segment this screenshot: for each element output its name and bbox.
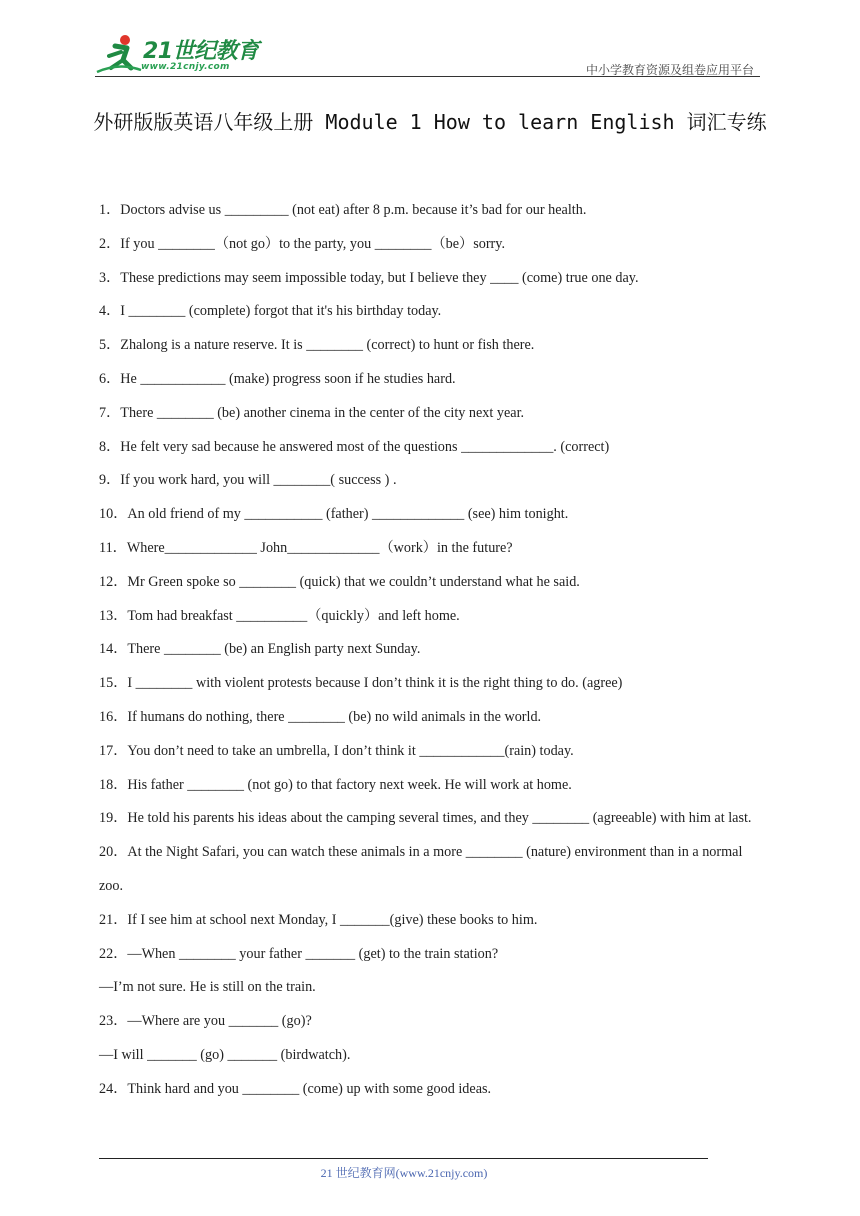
logo-text: 21世纪教育 [143,39,259,64]
question-item: 20．At the Night Safari, you can watch these animals in a more ________ (nature) environment than in a normal zoo. [99,844,743,894]
header-divider [95,76,760,77]
question-item: 8．He felt very sad because he answered most of the questions _____________. (correct) [99,438,610,455]
logo [95,32,270,76]
question-item: 10．An old friend of my ___________ (father) _____________ (see) him tonight. [99,506,569,523]
question-item: 16．If humans do nothing, there ________ (be) no wild animals in the world. [99,708,542,725]
question-item: —I will _______ (go) _______ (birdwatch). [99,1046,351,1063]
question-item: 19．He told his parents his ideas about the camping several times, and they ________ (agreeable) with him at last. [99,810,752,827]
question-item: 14．There ________ (be) an English party next Sunday. [99,641,421,658]
question-item: —I’m not sure. He is still on the train. [99,979,316,996]
question-item: 11．Where_____________ John_____________（work）in the future? [99,539,513,556]
question-item: 17．You don’t need to take an umbrella, I don’t think it ____________(rain) today. [99,742,574,759]
question-item: 15．I ________ with violent protests because I don’t think it is the right thing to do. (agree) [99,675,623,692]
question-item: 4．I ________ (complete) forgot that it's his birthday today. [99,303,442,320]
question-item: 3．These predictions may seem impossible today, but I believe they ____ (come) true one day. [99,269,639,286]
question-item: 24．Think hard and you ________ (come) up with some good ideas. [99,1080,492,1097]
question-item: 23．—Where are you _______ (go)? [99,1013,312,1030]
footer-text: 21 世纪教育网(www.21cnjy.com) [320,1166,488,1180]
question-item: 12．Mr Green spoke so ________ (quick) that we couldn’t understand what he said. [99,573,580,590]
logo-url: www.21cnjy.com [141,62,230,72]
question-item: 22．—When ________ your father _______ (get) to the train station? [99,945,499,962]
question-item: 18．His father ________ (not go) to that factory next week. He will work at home. [99,776,572,793]
page-header [95,32,760,78]
question-list [99,194,764,1107]
question-item: 1．Doctors advise us _________ (not eat) after 8 p.m. because it’s bad for our health. [99,202,587,218]
question-item: 5．Zhalong is a nature reserve. It is ________ (correct) to hunt or fish there. [99,337,535,354]
question-item: 7．There ________ (be) another cinema in the center of the city next year. [99,404,525,421]
header-platform-text: 中小学教育资源及组卷应用平台 [585,63,754,77]
runner-logo-icon [95,32,143,76]
question-item: 6．He ____________ (make) progress soon if he studies hard. [99,370,456,387]
question-item: 21．If I see him at school next Monday, I _______(give) these books to him. [99,911,538,928]
question-item: 13．Tom had breakfast __________（quickly）and left home. [99,607,460,624]
question-item: 2．If you ________（not go）to the party, you ________（be）sorry. [99,235,506,252]
page-title: 外研版版英语八年级上册 Module 1 How to learn English 词汇专练 [93,110,767,134]
question-item: 9．If you work hard, you will ________( success ) . [99,472,397,489]
footer-divider [99,1158,708,1159]
